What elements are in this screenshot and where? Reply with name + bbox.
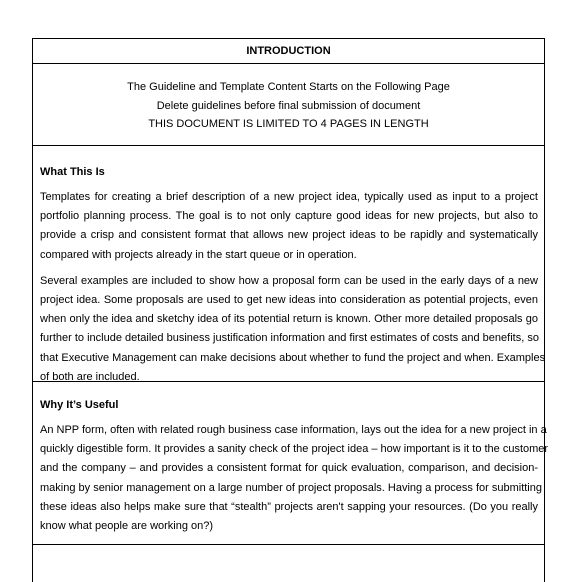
- table-bottom-border: [32, 544, 545, 545]
- paragraph-line: compared with projects already in the start queue or in operation.: [40, 248, 357, 261]
- paragraph-line: and the company – and provides a consistent format for quick evaluation, comparison, and decision-: [40, 462, 538, 475]
- paragraph-line: when only the idea and sketchy idea of its potential return is known. Other more detailed proposals go: [40, 313, 538, 326]
- section-what-this-is: [33, 146, 544, 382]
- notice-line: The Guideline and Template Content Starts on the Following Page: [127, 81, 450, 93]
- paragraph-line: making by senior management on a large number of project proposals. Having a process for submitting: [40, 481, 542, 494]
- paragraph-line: these ideas also helps make sure that “stealth” projects aren't sapping your resources. (Do you really: [40, 500, 538, 513]
- guideline-notice: [33, 64, 544, 146]
- section-why-its-useful: [33, 382, 549, 582]
- paragraph-line: An NPP form, often with related rough business case information, lays out the idea for a new project in a: [40, 424, 547, 436]
- paragraph-line: project idea. Some proposals are used to get new ideas into consideration as potential projects, even: [40, 294, 538, 307]
- paragraph-line: quickly digestible form. It provides a sanity check of the project idea – how important is it to the customer: [40, 443, 549, 456]
- section-heading: What This Is: [40, 166, 105, 178]
- paragraph-line: portfolio planning process. The goal is to not only capture good ideas for new projects, but also to: [40, 210, 538, 223]
- notice-line: Delete guidelines before final submission of document: [156, 99, 421, 112]
- paragraph-line: Templates for creating a brief description of a new project idea, typically used as input to a project: [40, 191, 538, 203]
- paragraph-line: that Executive Management can make decisions about whether to fund the project and when. Examples: [40, 351, 546, 364]
- paragraph-line: Several examples are included to show how a proposal form can be used in the early days of a new: [40, 274, 538, 287]
- paragraph: [40, 272, 546, 387]
- document-title: INTRODUCTION: [246, 45, 331, 57]
- paragraph: [40, 188, 538, 265]
- paragraph-line: further to include detailed business justification information and first estimates of costs and benefits, so: [40, 332, 539, 345]
- document-table: [32, 38, 549, 582]
- document-title-row: [33, 39, 544, 64]
- notice-line: THIS DOCUMENT IS LIMITED TO 4 PAGES IN LENGTH: [148, 118, 429, 130]
- paragraph: [40, 421, 549, 536]
- paragraph-line: know what people are working on?): [40, 520, 214, 533]
- paragraph-line: of both are included.: [40, 370, 140, 383]
- paragraph-line: provide a crisp and consistent format that allows new project ideas to be rapidly and systematically: [40, 229, 538, 242]
- section-heading: Why It’s Useful: [40, 399, 119, 411]
